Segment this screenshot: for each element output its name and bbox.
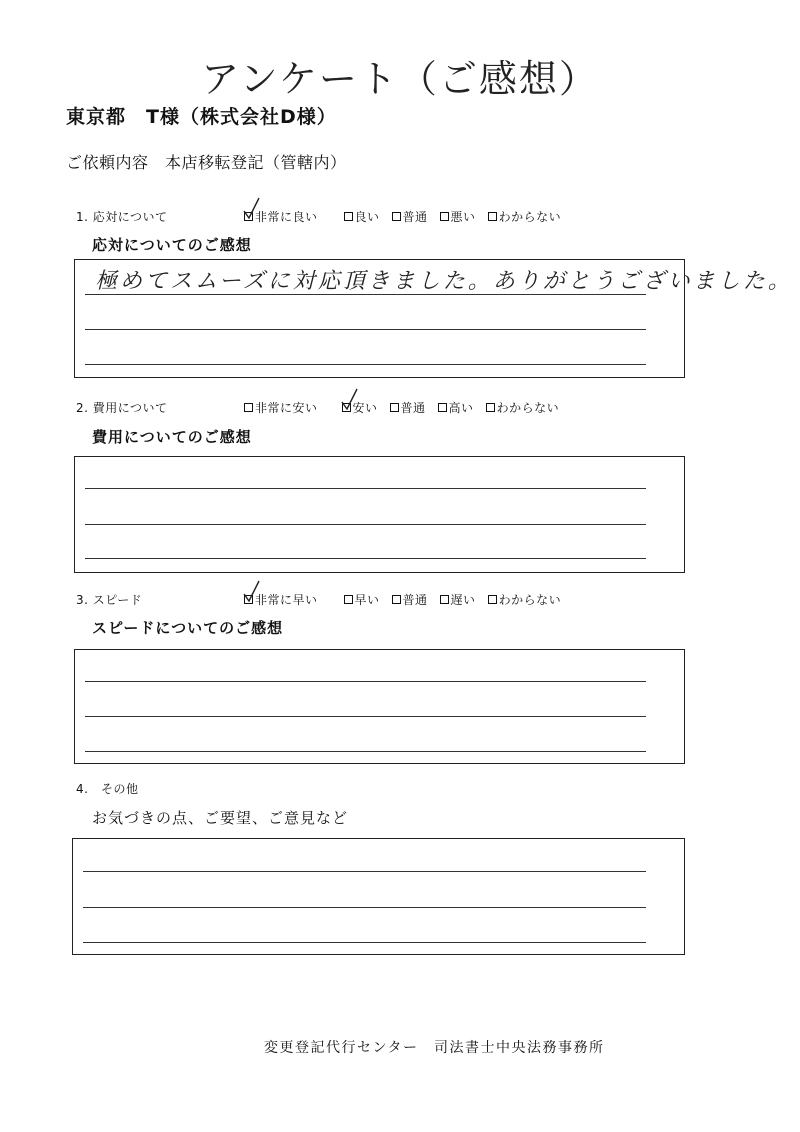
checkbox[interactable] (342, 403, 351, 412)
checkbox[interactable] (440, 595, 449, 604)
option-label: 普通 (400, 400, 426, 415)
option-label: 普通 (402, 209, 428, 224)
ruled-line (85, 716, 646, 717)
option-label: わからない (498, 592, 562, 607)
option-label: わからない (498, 209, 562, 224)
ruled-line (85, 751, 646, 752)
q2-option-expensive[interactable] (438, 399, 474, 416)
ruled-line (85, 681, 646, 682)
q1-option-very-good[interactable] (244, 208, 318, 225)
checkbox[interactable] (344, 212, 353, 221)
q2-option-very-cheap[interactable] (244, 399, 318, 416)
q1-option-good[interactable] (344, 208, 380, 225)
ruled-line (85, 364, 646, 365)
question-2-comment-box[interactable] (74, 456, 685, 573)
ruled-line (85, 329, 646, 330)
option-label: わからない (496, 400, 560, 415)
checkbox[interactable] (440, 212, 449, 221)
ruled-line (83, 871, 646, 872)
ruled-line (85, 558, 646, 559)
question-2-row (76, 398, 571, 416)
question-4-comment-box[interactable] (72, 838, 685, 955)
question-3-row (76, 590, 573, 608)
q1-option-normal[interactable] (392, 208, 428, 225)
ruled-line (83, 907, 646, 908)
customer-name: 東京都 T様（株式会社D様） (66, 106, 337, 128)
checkbox[interactable] (392, 595, 401, 604)
question-2-comment-label: 費用についてのご感想 (92, 428, 252, 446)
q3-option-very-fast[interactable] (244, 591, 318, 608)
question-4-comment-label: お気づきの点、ご要望、ご意見など (92, 809, 349, 827)
question-1-row (76, 207, 573, 225)
checkbox[interactable] (244, 212, 253, 221)
checkbox[interactable] (344, 595, 353, 604)
ruled-line (83, 942, 646, 943)
option-label: 早い (354, 592, 380, 607)
option-label: 普通 (402, 592, 428, 607)
question-1-comment-label: 応対についてのご感想 (92, 236, 252, 254)
option-label: 非常に安い (255, 400, 318, 415)
option-label: 良い (354, 209, 380, 224)
question-3-label: 3. スピード (76, 592, 143, 607)
q1-option-unknown[interactable] (488, 208, 562, 225)
q2-option-normal[interactable] (390, 399, 426, 416)
option-label: 非常に良い (255, 209, 318, 224)
question-1-comment-text: 極めてスムーズに対応頂きました。ありがとうございました。 (95, 269, 793, 294)
option-label: 非常に早い (255, 592, 318, 607)
page-title: アンケート（ご感想） (201, 57, 599, 101)
q3-option-fast[interactable] (344, 591, 380, 608)
checkbox[interactable] (488, 212, 497, 221)
ruled-line (85, 524, 646, 525)
question-4-label: 4. その他 (76, 781, 139, 796)
checkbox[interactable] (390, 403, 399, 412)
question-4-row (76, 779, 244, 797)
checkbox[interactable] (486, 403, 495, 412)
q3-option-unknown[interactable] (488, 591, 562, 608)
option-label: 高い (448, 400, 474, 415)
checkbox[interactable] (438, 403, 447, 412)
checkbox[interactable] (244, 595, 253, 604)
question-3-comment-box[interactable] (74, 649, 685, 764)
q2-option-unknown[interactable] (486, 399, 560, 416)
option-label: 遅い (450, 592, 476, 607)
question-2-label: 2. 費用について (76, 400, 168, 415)
question-1-label: 1. 応対について (76, 209, 168, 224)
option-label: 悪い (450, 209, 476, 224)
ruled-line (85, 488, 646, 489)
question-1-comment-box[interactable] (74, 259, 793, 378)
footer-office-name: 変更登記代行センター 司法書士中央法務事務所 (264, 1040, 605, 1056)
checkbox[interactable] (488, 595, 497, 604)
q3-option-normal[interactable] (392, 591, 428, 608)
q1-option-bad[interactable] (440, 208, 476, 225)
question-3-comment-label: スピードについてのご感想 (92, 619, 284, 637)
checkbox[interactable] (244, 403, 253, 412)
option-label: 安い (352, 400, 378, 415)
ruled-line (85, 294, 646, 295)
q2-option-cheap[interactable] (342, 399, 378, 416)
request-details: ご依頼内容 本店移転登記（管轄内） (66, 153, 347, 172)
checkbox[interactable] (392, 212, 401, 221)
q3-option-slow[interactable] (440, 591, 476, 608)
